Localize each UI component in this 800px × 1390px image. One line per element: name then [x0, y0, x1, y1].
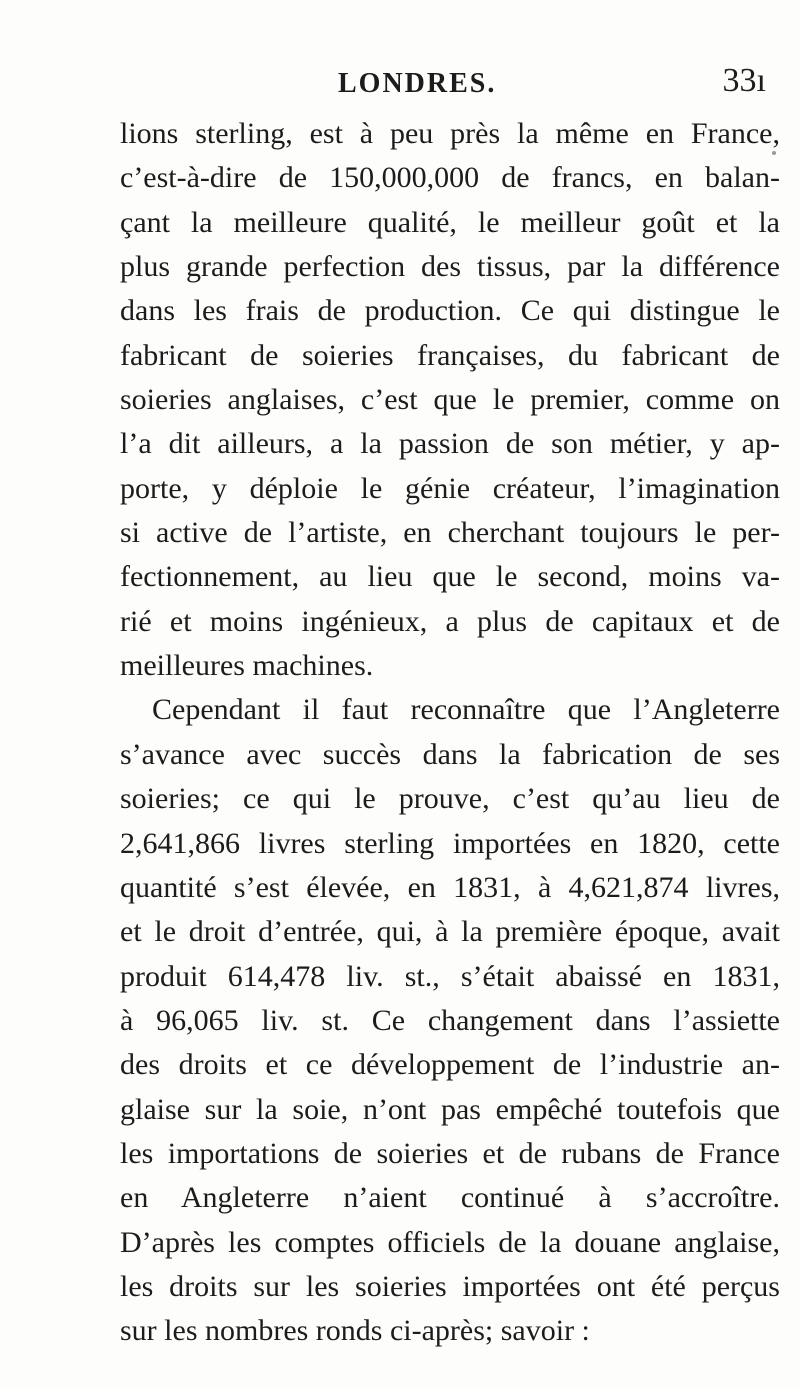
text-line: glaise sur la soie, n’ont pas empêché toutefois que	[120, 1092, 780, 1126]
text-line: plus grande perfection des tissus, par la différence	[120, 250, 780, 284]
text-line: les droits sur les soieries importées ont été perçus	[120, 1269, 780, 1303]
text-line-paragraph-end: sur les nombres ronds ci-après; savoir :	[120, 1314, 590, 1348]
text-line: fabricant de soieries françaises, du fabricant de	[120, 338, 780, 372]
text-line-paragraph-end: meilleures machines.	[120, 649, 374, 683]
text-line: à 96,065 liv. st. Ce changement dans l’assiette	[120, 1003, 780, 1037]
text-line: fectionnement, au lieu que le second, moins va-	[120, 560, 780, 594]
text-line: l’a dit ailleurs, a la passion de son métier, y ap-	[120, 427, 780, 461]
text-line: soieries anglaises, c’est que le premier, comme on	[120, 383, 780, 417]
text-line: çant la meilleure qualité, le meilleur goût et la	[120, 205, 780, 239]
text-line: c’est-à-dire de 150,000,000 de francs, en balan-	[120, 161, 780, 195]
text-line: 2,641,866 livres sterling importées en 1820, cette	[120, 826, 780, 860]
text-line: si active de l’artiste, en cherchant toujours le per-	[120, 516, 780, 550]
text-line: soieries; ce qui le prouve, c’est qu’au lieu de	[120, 782, 780, 816]
text-line: s’avance avec succès dans la fabrication de ses	[120, 737, 780, 771]
page-number: 33ı	[722, 62, 766, 99]
text-line: produit 614,478 liv. st., s’était abaissé en 1831,	[120, 959, 780, 993]
body-text	[120, 112, 780, 1354]
text-line-paragraph-start: Cependant il faut reconnaître que l’Angleterre	[152, 693, 780, 727]
text-line: et le droit d’entrée, qui, à la première époque, avait	[120, 915, 780, 949]
text-line: quantité s’est élevée, en 1831, à 4,621,874 livres,	[120, 870, 780, 904]
text-line: rié et moins ingénieux, a plus de capitaux et de	[120, 604, 780, 638]
text-line: les importations de soieries et de rubans de France	[120, 1136, 780, 1170]
text-line: lions sterling, est à peu près la même en France,	[120, 117, 780, 150]
text-line: porte, y déploie le génie créateur, l’imagination	[120, 471, 780, 505]
text-line: en Angleterre n’aient continué à s’accroître.	[120, 1181, 780, 1215]
text-line: D’après les comptes officiels de la douane anglaise,	[120, 1225, 780, 1259]
text-line: des droits et ce développement de l’industrie an-	[120, 1048, 780, 1082]
running-title: LONDRES.	[338, 68, 497, 99]
running-head	[120, 62, 780, 110]
text-line: dans les frais de production. Ce qui distingue le	[120, 294, 780, 328]
